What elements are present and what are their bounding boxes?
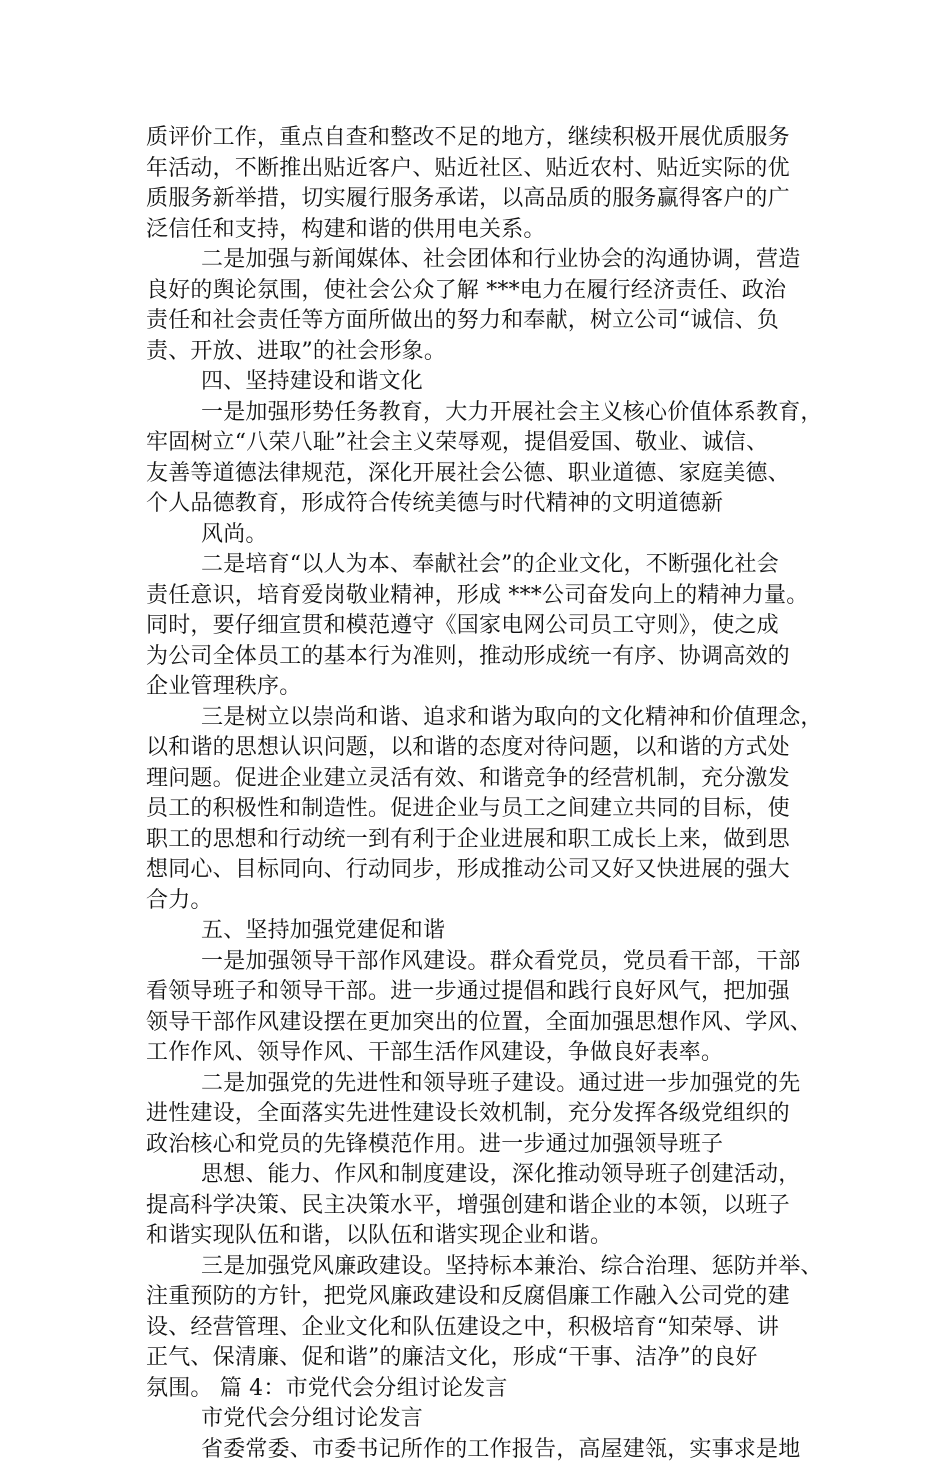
text-line: 看领导班子和领导干部。进一步通过提倡和践行良好风气，把加强 (146, 977, 810, 1008)
text-line: 责任意识，培育爱岗敬业精神，形成 ***公司奋发向上的精神力量。 (146, 581, 810, 612)
text-line: 提高科学决策、民主决策水平，增强创建和谐企业的本领，以班子 (146, 1191, 810, 1222)
text-line: 良好的舆论氛围，使社会公众了解 ***电力在履行经济责任、政治 (146, 276, 810, 307)
text-line: 二是加强与新闻媒体、社会团体和行业协会的沟通协调，营造 (146, 245, 810, 276)
text-line: 同时，要仔细宣贯和模范遵守《国家电网公司员工守则》，使之成 (146, 611, 810, 642)
text-line: 想同心、目标同向、行动同步，形成推动公司又好又快进展的强大 (146, 855, 810, 886)
text-line: 设、经营管理、企业文化和队伍建设之中，积极培育“知荣辱、讲 (146, 1313, 810, 1344)
text-line: 个人品德教育，形成符合传统美德与时代精神的文明道德新 (146, 489, 810, 520)
text-line: 质评价工作，重点自查和整改不足的地方，继续积极开展优质服务 (146, 123, 810, 154)
text-line: 三是树立以崇尚和谐、追求和谐为取向的文化精神和价值理念， (146, 703, 810, 734)
text-line: 职工的思想和行动统一到有利于企业进展和职工成长上来，做到思 (146, 825, 810, 856)
text-line: 合力。 (146, 886, 810, 917)
text-line: 泛信任和支持，构建和谐的供用电关系。 (146, 215, 810, 246)
text-line: 以和谐的思想认识问题，以和谐的态度对待问题，以和谐的方式处 (146, 733, 810, 764)
text-line: 市党代会分组讨论发言 (146, 1404, 810, 1435)
text-line: 责任和社会责任等方面所做出的努力和奉献，树立公司“诚信、负 (146, 306, 810, 337)
text-line: 一是加强形势任务教育，大力开展社会主义核心价值体系教育， (146, 398, 810, 429)
text-line: 正气、保清廉、促和谐”的廉洁文化，形成“干事、洁净”的良好 (146, 1343, 810, 1374)
text-line: 氛围。 篇 4：市党代会分组讨论发言 (146, 1374, 810, 1405)
text-line: 为公司全体员工的基本行为准则，推动形成统一有序、协调高效的 (146, 642, 810, 673)
text-line: 质服务新举措，切实履行服务承诺，以高品质的服务赢得客户的广 (146, 184, 810, 215)
text-line: 工作作风、领导作风、干部生活作风建设，争做良好表率。 (146, 1038, 810, 1069)
text-line: 政治核心和党员的先锋模范作用。进一步通过加强领导班子 (146, 1130, 810, 1161)
text-line: 牢固树立“八荣八耻”社会主义荣辱观，提倡爱国、敬业、诚信、 (146, 428, 810, 459)
text-line: 理问题。促进企业建立灵活有效、和谐竞争的经营机制，充分激发 (146, 764, 810, 795)
text-line: 五、坚持加强党建促和谐 (146, 916, 810, 947)
text-line: 注重预防的方针，把党风廉政建设和反腐倡廉工作融入公司党的建 (146, 1282, 810, 1313)
text-line: 责、开放、进取”的社会形象。 (146, 337, 810, 368)
text-line: 领导干部作风建设摆在更加突出的位置，全面加强思想作风、学风、 (146, 1008, 810, 1039)
text-line: 企业管理秩序。 (146, 672, 810, 703)
text-line: 思想、能力、作风和制度建设，深化推动领导班子创建活动， (146, 1160, 810, 1191)
text-line: 员工的积极性和制造性。促进企业与员工之间建立共同的目标，使 (146, 794, 810, 825)
text-line: 二是加强党的先进性和领导班子建设。通过进一步加强党的先 (146, 1069, 810, 1100)
text-line: 风尚。 (146, 520, 810, 551)
text-line: 三是加强党风廉政建设。坚持标本兼治、综合治理、惩防并举、 (146, 1252, 810, 1283)
text-line: 省委常委、市委书记所作的工作报告，高屋建瓴，实事求是地 (146, 1435, 810, 1465)
text-line: 进性建设，全面落实先进性建设长效机制，充分发挥各级党组织的 (146, 1099, 810, 1130)
text-line: 二是培育“以人为本、奉献社会”的企业文化，不断强化社会 (146, 550, 810, 581)
text-line: 和谐实现队伍和谐，以队伍和谐实现企业和谐。 (146, 1221, 810, 1252)
text-line: 一是加强领导干部作风建设。群众看党员，党员看干部，干部 (146, 947, 810, 978)
document-body (146, 123, 810, 1465)
text-line: 年活动，不断推出贴近客户、贴近社区、贴近农村、贴近实际的优 (146, 154, 810, 185)
text-line: 四、坚持建设和谐文化 (146, 367, 810, 398)
text-line: 友善等道德法律规范，深化开展社会公德、职业道德、家庭美德、 (146, 459, 810, 490)
